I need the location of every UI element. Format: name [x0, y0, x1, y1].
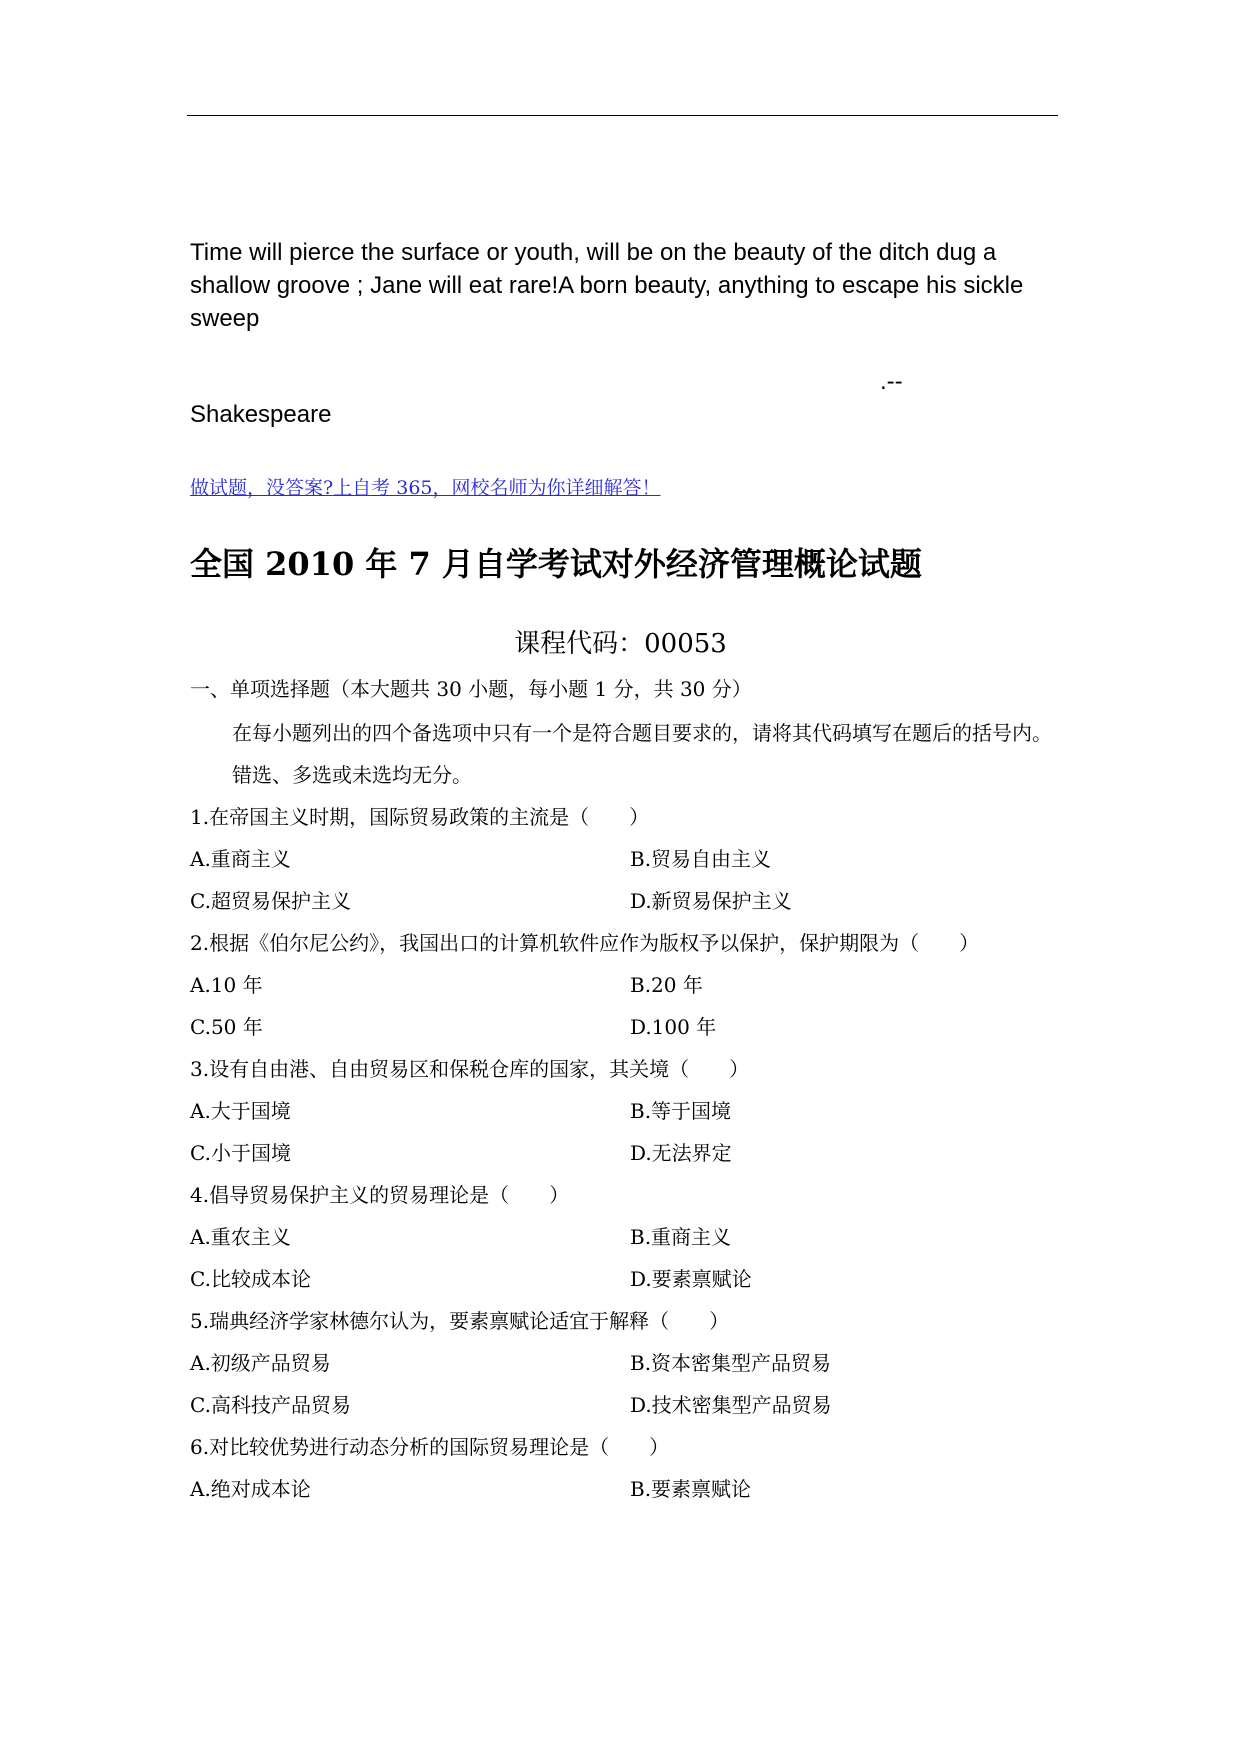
- quote-dash: .--: [880, 368, 903, 395]
- option-row: [190, 1342, 1070, 1384]
- course-code: 课程代码：00053: [514, 629, 727, 659]
- section-heading: 一、单项选择题（本大题共 30 小题，每小题 1 分，共 30 分）: [190, 677, 752, 701]
- question-text: 3.设有自由港、自由贸易区和保税仓库的国家，其关境（ ）: [190, 1057, 750, 1081]
- option-row: [190, 964, 1070, 1006]
- promo-link[interactable]: 做试题，没答案?上自考 365，网校名师为你详细解答！: [190, 477, 661, 499]
- answer-option: A.10 年: [190, 973, 263, 997]
- answer-option: C.比较成本论: [190, 1267, 311, 1291]
- option-row: [190, 1090, 1070, 1132]
- document-title: 全国 2010 年 7 月自学考试对外经济管理概论试题: [190, 545, 922, 583]
- answer-option: B.要素禀赋论: [630, 1477, 752, 1501]
- answer-option: D.无法界定: [630, 1141, 732, 1165]
- option-row: [190, 1216, 1070, 1258]
- answer-option: C.超贸易保护主义: [190, 889, 351, 913]
- question-text: 4.倡导贸易保护主义的贸易理论是（ ）: [190, 1183, 570, 1207]
- question-text: 6.对比较优势进行动态分析的国际贸易理论是（ ）: [190, 1435, 670, 1459]
- quote-text: Time will pierce the surface or youth, will be on the beauty of the ditch dug a shallow groove ; Jane will eat rare!A born beauty, anything to escape his sickle sweep: [190, 239, 1024, 332]
- option-row: [190, 1384, 1070, 1426]
- option-row: [190, 838, 1070, 880]
- answer-option: D.技术密集型产品贸易: [630, 1393, 832, 1417]
- answer-option: D.要素禀赋论: [630, 1267, 752, 1291]
- answer-option: B.等于国境: [630, 1099, 732, 1123]
- header-rule: [187, 115, 1058, 116]
- question-text: 2.根据《伯尔尼公约》，我国出口的计算机软件应作为版权予以保护，保护期限为（ ）: [190, 931, 980, 955]
- answer-option: B.贸易自由主义: [630, 847, 772, 871]
- option-row: [190, 1006, 1070, 1048]
- answer-option: B.20 年: [630, 973, 703, 997]
- option-row: [190, 880, 1070, 922]
- answer-option: B.资本密集型产品贸易: [630, 1351, 832, 1375]
- answer-option: A.绝对成本论: [190, 1477, 311, 1501]
- answer-option: A.重商主义: [190, 847, 291, 871]
- question-list: [190, 796, 1070, 1510]
- section-instructions: 在每小题列出的四个备选项中只有一个是符合题目要求的，请将其代码填写在题后的括号内。错选、多选或未选均无分。: [232, 721, 1052, 787]
- quote-author: Shakespeare: [190, 401, 332, 428]
- option-row: [190, 1258, 1070, 1300]
- question-text: 5.瑞典经济学家林德尔认为，要素禀赋论适宜于解释（ ）: [190, 1309, 730, 1333]
- answer-option: C.50 年: [190, 1015, 263, 1039]
- option-row: [190, 1132, 1070, 1174]
- answer-option: C.小于国境: [190, 1141, 291, 1165]
- answer-option: D.新贸易保护主义: [630, 889, 792, 913]
- answer-option: B.重商主义: [630, 1225, 732, 1249]
- answer-option: A.重农主义: [190, 1225, 291, 1249]
- answer-option: C.高科技产品贸易: [190, 1393, 351, 1417]
- answer-option: A.初级产品贸易: [190, 1351, 331, 1375]
- option-row: [190, 1468, 1070, 1510]
- question-text: 1.在帝国主义时期，国际贸易政策的主流是（ ）: [190, 805, 650, 829]
- answer-option: D.100 年: [630, 1015, 717, 1039]
- answer-option: A.大于国境: [190, 1099, 291, 1123]
